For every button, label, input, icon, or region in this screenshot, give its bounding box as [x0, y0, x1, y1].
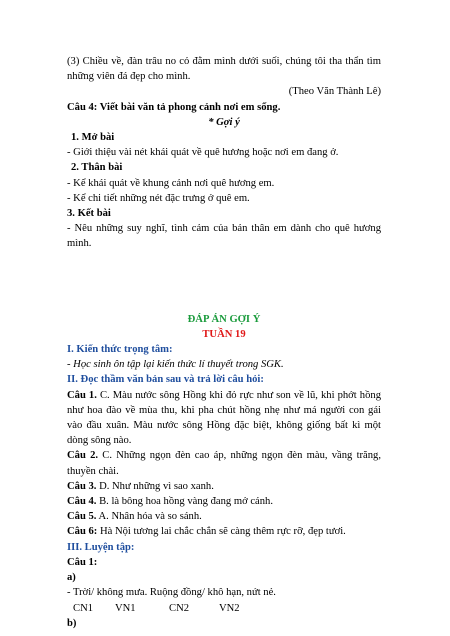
exercise-1-a-grammar-labels — [67, 601, 381, 616]
answers-title: ĐÁP ÁN GỢI Ý — [187, 313, 261, 325]
document-page — [67, 54, 381, 631]
section-2-line-2: - Kể chi tiết những nét đặc trưng ở quê em. — [67, 192, 250, 204]
answer-6-label: Câu 6: — [67, 526, 98, 538]
practice-section-title: III. Luyện tập: — [67, 541, 135, 553]
page-gap — [67, 252, 381, 312]
answer-4 — [67, 494, 381, 509]
hint-title: * Gợi ý — [208, 116, 240, 128]
answer-5 — [67, 509, 381, 524]
label-vn1: VN1 — [115, 602, 136, 614]
answer-2 — [67, 448, 381, 478]
section-1-line: - Giới thiệu vài nét khái quát về quê hương hoặc nơi em đang ở. — [67, 147, 339, 159]
answer-1-label: Câu 1. — [67, 389, 97, 401]
answer-3-label: Câu 3. — [67, 480, 97, 492]
exercise-1-a-label: a) — [67, 572, 76, 584]
knowledge-line: - Học sinh ôn tập lại kiến thức lí thuyết trong SGK. — [67, 359, 284, 371]
exercise-1-b-label: b) — [67, 617, 77, 629]
question-4-title: Câu 4: Viết bài văn tả phong cảnh nơi em sống. — [67, 101, 281, 113]
answer-6-text: Hà Nội tương lai chắc chắn sẽ càng thêm rực rỡ, đẹp tươi. — [97, 526, 346, 538]
exercise-1-a-sentence: - Trời/ không mưa. Ruộng đồng/ khô hạn, nứt nẻ. — [67, 587, 276, 599]
quote-source: (Theo Văn Thành Lê) — [288, 86, 381, 98]
week-title: TUẦN 19 — [202, 328, 246, 340]
knowledge-section-title: I. Kiến thức trọng tâm: — [67, 344, 173, 356]
answer-2-label: Câu 2. — [67, 450, 99, 462]
answer-5-label: Câu 5. — [67, 511, 97, 523]
section-3-line: - Nêu những suy nghĩ, tình cảm của bản thân em dành cho quê hương mình. — [67, 223, 381, 250]
section-2-line-1: - Kể khái quát về khung cảnh nơi quê hương em. — [67, 177, 275, 189]
answer-6 — [67, 524, 381, 539]
answer-4-text: B. là bông hoa hồng vàng đang mở cánh. — [96, 496, 273, 508]
exercise-1-title: Câu 1: — [67, 556, 98, 568]
answer-1 — [67, 388, 381, 449]
label-cn2: CN2 — [169, 602, 190, 614]
answer-4-label: Câu 4. — [67, 496, 97, 508]
section-2-title: 2. Thân bài — [71, 162, 123, 174]
answer-3-text: D. Như những vì sao xanh. — [96, 480, 214, 492]
answer-2-text: C. Những ngọn đèn cao áp, những ngọn đèn màu, vầng trăng, thuyền chài. — [67, 450, 382, 477]
label-cn1: CN1 — [73, 602, 94, 614]
answer-5-text: A. Nhân hóa và so sánh. — [96, 511, 202, 523]
section-1-title: 1. Mở bài — [71, 132, 115, 144]
reading-section-title: II. Đọc thầm văn bản sau và trả lời câu hỏi: — [67, 374, 264, 386]
label-vn2: VN2 — [219, 602, 240, 614]
answer-1-text: C. Màu nước sông Hồng khi đỏ rực như son về lũ, khi phớt hồng như hoa đào về mùa thu, khi pha chút hồng nhẹ như má người con gái vào đầu xuân. Màu nước sông Hồng đặc biệt, không giống bất kì một dòng sông nào. — [67, 389, 381, 447]
quote-paragraph: (3) Chiều về, đàn trâu no cỏ đằm mình dưới suối, chúng tôi tha thẩn tìm những viên đá đẹp cho mình. — [67, 56, 381, 83]
section-3-title: 3. Kết bài — [67, 208, 111, 220]
answer-3 — [67, 479, 381, 494]
